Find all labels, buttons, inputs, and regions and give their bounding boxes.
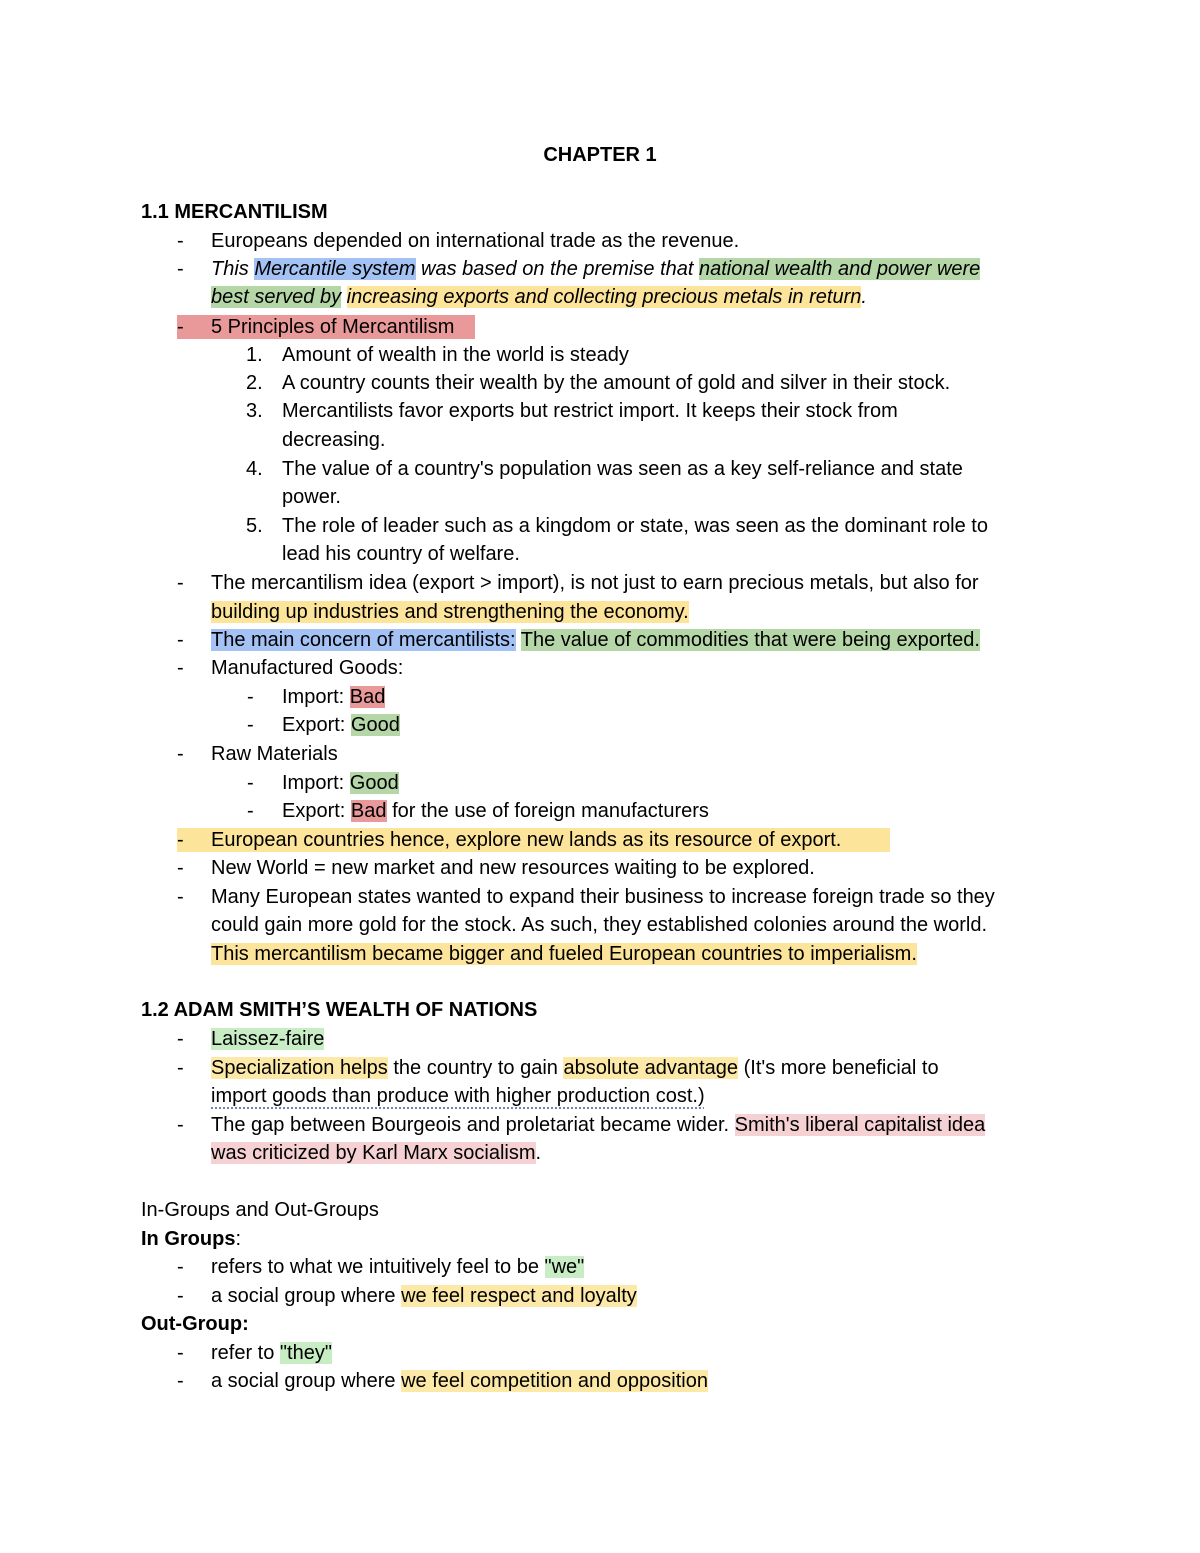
sub-bullet-dash: - bbox=[247, 772, 254, 794]
bullet-dash: - bbox=[177, 1057, 184, 1079]
page-title: CHAPTER 1 bbox=[543, 144, 657, 166]
list-number: 5. bbox=[246, 515, 263, 537]
highlight-green: Good bbox=[350, 714, 400, 736]
bullet-text: 5 Principles of Mercantilism bbox=[211, 316, 455, 338]
sub-bullet-text: Import: Bad bbox=[282, 686, 386, 708]
bullet-text: a social group where we feel competition and opposition bbox=[211, 1370, 708, 1392]
highlight-red: Bad bbox=[349, 686, 386, 708]
bullet-text: Raw Materials bbox=[211, 743, 338, 765]
highlight-blue: Mercantile system bbox=[254, 258, 416, 280]
bullet-text-continued bbox=[211, 940, 917, 968]
in-groups-label: In Groups: bbox=[141, 1228, 242, 1250]
principle-text: The value of a country's population was seen as a key self-reliance and state bbox=[282, 458, 963, 480]
highlight-light-yellow: we feel respect and loyalty bbox=[401, 1285, 637, 1307]
highlight-green: national wealth and power were bbox=[699, 258, 981, 280]
bullet-dash: - bbox=[177, 829, 184, 851]
bullet-text: This Mercantile system was based on the premise that national wealth and power were bbox=[211, 258, 981, 280]
bullet-dash: - bbox=[177, 743, 184, 765]
bullet-dash: - bbox=[177, 316, 184, 338]
highlight-green: The value of commodities that were being exported. bbox=[520, 629, 980, 651]
out-group-label: Out-Group: bbox=[141, 1313, 249, 1335]
bullet-text: a social group where we feel respect and loyalty bbox=[211, 1285, 637, 1307]
highlight-yellow: increasing exports and collecting precious metals in return bbox=[346, 286, 862, 308]
sub-bullet-text: Import: Good bbox=[282, 772, 399, 794]
principle-text: Mercantilists favor exports but restrict import. It keeps their stock from bbox=[282, 400, 898, 422]
highlight-green: Good bbox=[349, 772, 399, 794]
bullet-dash: - bbox=[177, 857, 184, 879]
principle-text-continued: power. bbox=[282, 486, 341, 508]
bullet-dash: - bbox=[177, 1114, 184, 1136]
sub-bullet-dash: - bbox=[247, 800, 254, 822]
bullet-text: Specialization helps the country to gain absolute advantage (It's more beneficial to bbox=[211, 1057, 939, 1079]
highlight-yellow: building up industries and strengthening the economy. bbox=[211, 601, 689, 623]
bullet-dash: - bbox=[177, 230, 184, 252]
list-number: 4. bbox=[246, 458, 263, 480]
bullet-text-continued: could gain more gold for the stock. As such, they established colonies around the world. bbox=[211, 914, 988, 936]
principle-text: Amount of wealth in the world is steady bbox=[282, 344, 629, 366]
bullet-dash: - bbox=[177, 1285, 184, 1307]
principle-text-continued: decreasing. bbox=[282, 429, 386, 451]
highlight-red: Bad bbox=[350, 800, 387, 822]
bullet-dash: - bbox=[177, 1342, 184, 1364]
bullet-text: refers to what we intuitively feel to be "we" bbox=[211, 1256, 585, 1278]
bullet-text bbox=[211, 1025, 324, 1053]
list-number: 2. bbox=[246, 372, 263, 394]
principle-text-continued: lead his country of welfare. bbox=[282, 543, 520, 565]
bullet-dash: - bbox=[177, 886, 184, 908]
bullet-dash: - bbox=[177, 258, 184, 280]
bullet-text: Europeans depended on international trade as the revenue. bbox=[211, 230, 740, 252]
sub-bullet-dash: - bbox=[247, 714, 254, 736]
bullet-text-continued: was criticized by Karl Marx socialism. bbox=[211, 1142, 542, 1164]
bullet-text-continued: best served by increasing exports and collecting precious metals in return. bbox=[211, 286, 867, 308]
highlight-light-green: "they" bbox=[279, 1342, 332, 1364]
bullet-text bbox=[211, 626, 980, 654]
highlight-green: best served by bbox=[211, 286, 342, 308]
bullet-text-continued bbox=[211, 598, 689, 626]
bullet-dash: - bbox=[177, 572, 184, 594]
highlight-light-yellow: Specialization helps bbox=[211, 1057, 388, 1079]
bullet-text-continued: import goods than produce with higher production cost.) bbox=[211, 1085, 705, 1107]
highlight-light-yellow: we feel competition and opposition bbox=[401, 1370, 708, 1392]
sub-bullet-text: Export: Bad for the use of foreign manufacturers bbox=[282, 800, 709, 822]
bullet-dash: - bbox=[177, 629, 184, 651]
section-heading-adam-smith: 1.2 ADAM SMITH’S WEALTH OF NATIONS bbox=[141, 999, 538, 1021]
highlight-light-yellow: absolute advantage bbox=[563, 1057, 739, 1079]
bullet-text: The gap between Bourgeois and proletariat became wider. Smith's liberal capitalist idea bbox=[211, 1114, 986, 1136]
bullet-text: refer to "they" bbox=[211, 1342, 332, 1364]
highlight-pink: Smith's liberal capitalist idea bbox=[734, 1114, 986, 1136]
bullet-text: European countries hence, explore new lands as its resource of export. bbox=[211, 829, 842, 851]
highlight-yellow: This mercantilism became bigger and fueled European countries to imperialism. bbox=[211, 943, 917, 965]
bullet-dash: - bbox=[177, 1028, 184, 1050]
highlight-light-green: "we" bbox=[544, 1256, 585, 1278]
bullet-dash: - bbox=[177, 1370, 184, 1392]
bullet-dash: - bbox=[177, 1256, 184, 1278]
bullet-text: The mercantilism idea (export > import), is not just to earn precious metals, but also for bbox=[211, 572, 979, 594]
bullet-text: New World = new market and new resources waiting to be explored. bbox=[211, 857, 815, 879]
bullet-dash: - bbox=[177, 657, 184, 679]
highlight-blue: The main concern of mercantilists: bbox=[211, 629, 516, 651]
highlight-pink: was criticized by Karl Marx socialism bbox=[211, 1142, 536, 1164]
bullet-text: Manufactured Goods: bbox=[211, 657, 404, 679]
list-number: 1. bbox=[246, 344, 263, 366]
sub-bullet-text: Export: Good bbox=[282, 714, 400, 736]
sub-bullet-dash: - bbox=[247, 686, 254, 708]
list-number: 3. bbox=[246, 400, 263, 422]
section-heading-groups: In-Groups and Out-Groups bbox=[141, 1199, 379, 1221]
bullet-text: Many European states wanted to expand their business to increase foreign trade so they bbox=[211, 886, 995, 908]
principle-text: The role of leader such as a kingdom or state, was seen as the dominant role to bbox=[282, 515, 988, 537]
highlight-light-green: Laissez-faire bbox=[211, 1028, 325, 1050]
section-heading-mercantilism: 1.1 MERCANTILISM bbox=[141, 201, 328, 223]
principle-text: A country counts their wealth by the amount of gold and silver in their stock. bbox=[282, 372, 951, 394]
